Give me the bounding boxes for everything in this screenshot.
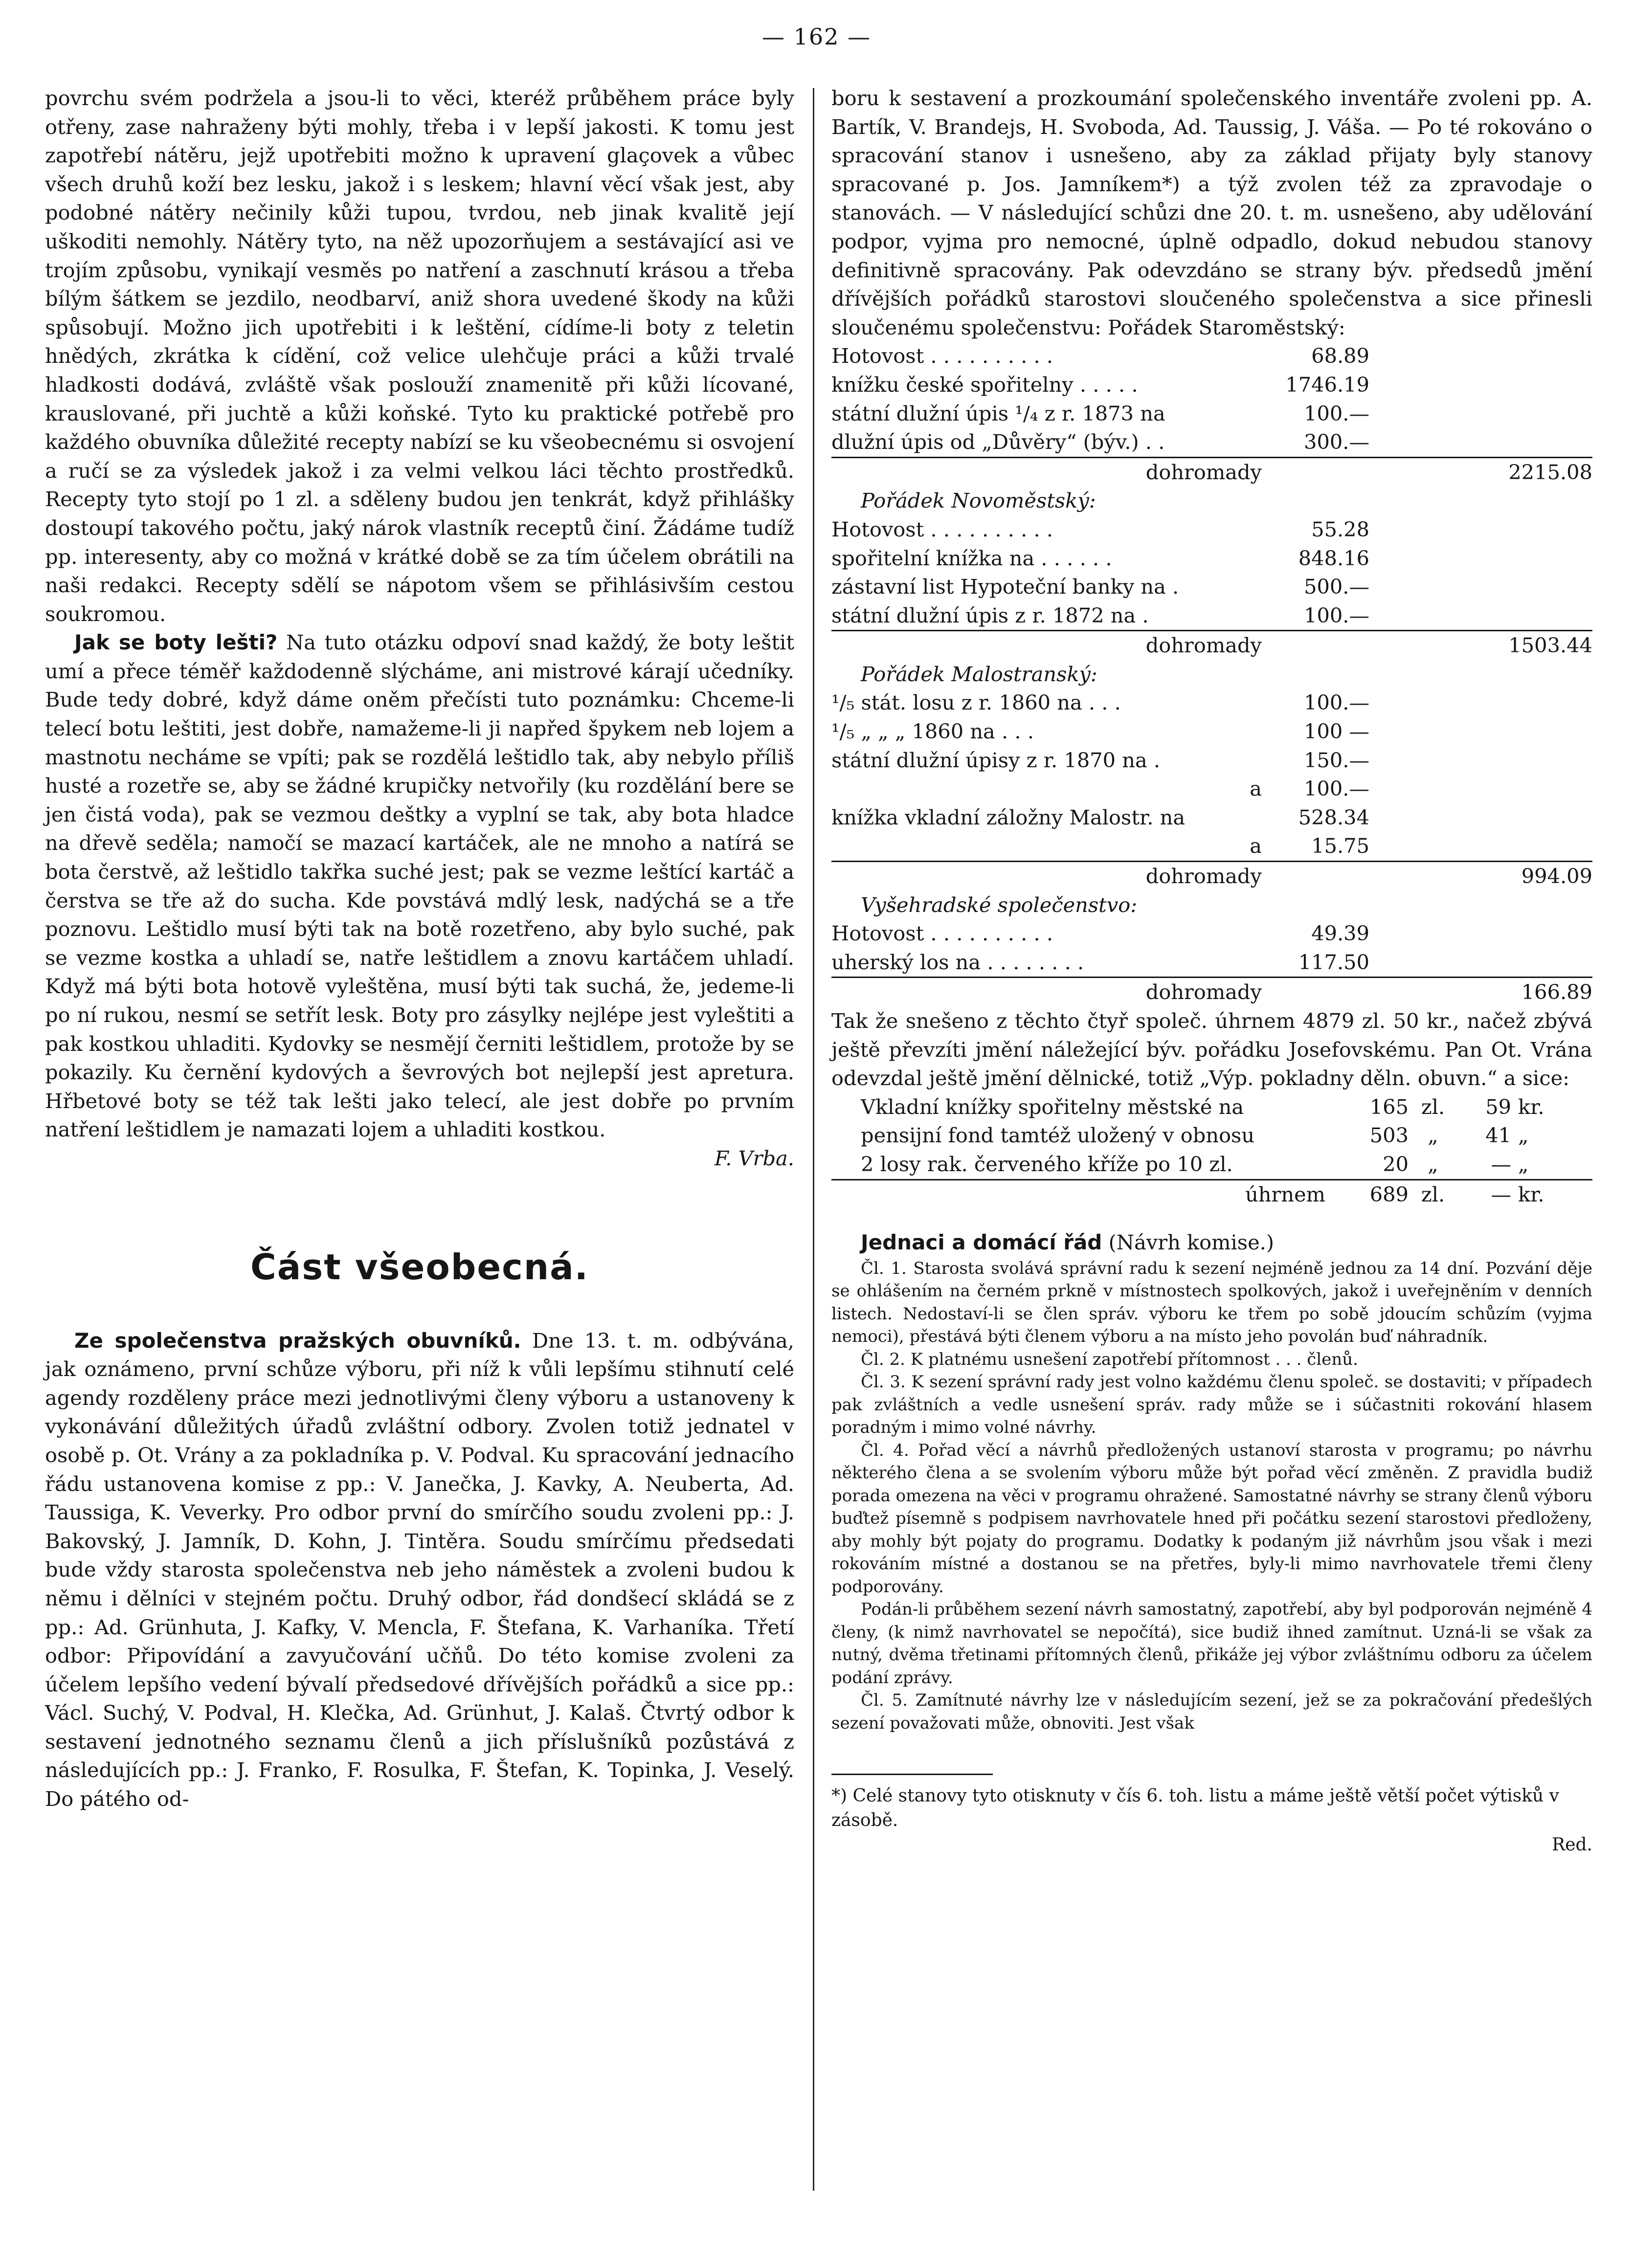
right-column bbox=[831, 84, 1592, 1857]
rules-article: Čl. 5. Zamítnuté návrhy lze v následujícím sezení, jež se za pokračování předešlých sezení považovati může, obnoviti. Jest však bbox=[831, 1690, 1592, 1733]
fund-row: pensijní fond tamtéž uložený v obnosu 503 „ 41 „ bbox=[861, 1123, 1529, 1148]
ledger-row: ¹/₅ stát. losu z r. 1860 na . . . 100.— bbox=[831, 690, 1369, 715]
footnote: *) Celé stanovy tyto otisknuty v čís 6. toh. listu a máme ještě větší počet výtisků v zásobě. bbox=[831, 1786, 1560, 1831]
fund-total-row: úhrnem 689 zl. — kr. bbox=[1245, 1182, 1544, 1206]
ledger-row: Hotovost . . . . . . . . . . 68.89 bbox=[831, 344, 1369, 368]
ledger-novomestsky bbox=[831, 487, 1592, 660]
rules-article: Čl. 2. K platnému usnešení zapotřebí přítomnost . . . členů. bbox=[861, 1349, 1358, 1369]
left-column bbox=[45, 84, 794, 1814]
article-heading: Jak se boty lešti? bbox=[74, 630, 278, 655]
ledger-row: knížku české spořitelny . . . . . 1746.19 bbox=[831, 372, 1369, 397]
ledger-total-row: dohromady 1503.44 bbox=[831, 630, 1592, 660]
ledger-vysehradske bbox=[831, 891, 1592, 1007]
ledger-heading: Vyšehradské společenstvo: bbox=[861, 892, 1138, 917]
ledger-row: státní dlužní úpis ¹/₄ z r. 1873 na 100.— bbox=[831, 401, 1369, 425]
ledger-row: státní dlužní úpis z r. 1872 na . 100.— bbox=[831, 603, 1369, 627]
article-heading: Ze společenstva pražských obuvníků. bbox=[74, 1328, 521, 1353]
article-body: Na tuto otázku odpoví snad každý, že boty leštit umí a přece téměř každodenně slýcháme, ani mistrové kárají učedníky. Bude tedy dobré, když dáme oněm přečísti tuto poznámku: Chceme-li telecí botu leštiti, jest dobře, namažeme-li ji napřed špykem neb lojem a mastnotu necháme se vpíti; pak se rozdělá leštidlo tak, aby nebylo příliš husté a rozetře se, aby se žádné krupičky netvořily (ku rozdělání bere se jen čistá voda), pak se vezmou deštky a vyplní se tak, aby bota hladce na dřevě seděla; namočí se mazací kartáček, ale ne mnoho a natírá se bota čerstvě, až leštidlo takřka suché jest; pak se vezme leštící kartáč a čerstva se tře až do sucha. Kde povstává mdlý lesk, nadýchá se a tře poznovu. Leštidlo musí býti tak na botě rozetřeno, aby bylo suché, pak se vezme kostka a uhladí se, natře leštidlem a znovu kartáčem uhladí. Když má býti bota hotově vyleštěna, musí býti tak suchá, že, jedeme-li po ní rukou, nesmí se setřít lesk. Boty pro zásylky nejlépe jest vyleštiti a pak kostkou uhladiti. Kydovky se nesmějí černiti leštidlem, protože by se pokazily. Ku černění kydových a ševrových bot nejlepší jest apretura. Hřbetové boty se též tak lešti jako telecí, ale jest dobře po prvním natření leštidlem je namazati lojem a uhladiti kostkou. bbox=[45, 630, 795, 1142]
footnote-divider bbox=[831, 1774, 993, 1775]
article-guild-report bbox=[45, 1327, 794, 1814]
page-number: — 162 — bbox=[761, 23, 872, 50]
article-shoe-polish-intro: povrchu svém podržela a jsou-li to věci, kteréž průběhem práce byly otřeny, zase nahraženy býti mohly, třeba i v lepší jakosti. K tomu jest zapotřebí nátěru, jejž upotřebiti možno k upravení glaçovek a vůbec všech druhů koží bez lesku, jakož i s leskem; hlavní věcí však jest, aby podobné nátěry nečinily kůži tupou, tvrdou, neb jinak kvalitě její uškoditi nemohly. Nátěry tyto, na něž upozorňujem a sestávající asi ve trojím způsobu, vynikají vesměs po natření a zaschnutí krásou a třeba bílým šátkem se jezdilo, neodbarví, aniž shora uvedené škody na kůži spůsobují. Možno jich upotřebiti i k leštění, cídíme-li boty z teletin hnědých, zkrátka k cídění, což velice ulehčuje práci a kůži trvalé hladkosti dodává, zvláště však poslouží znamenitě při kůži lícované, krauslované, při juchtě a kůži koňské. Tyto ku praktické potřebě pro každého obuvníka důležité recepty nabízí se ku všeobecnému si osvojení a ručí se za výsledek jakož i za velmi velkou láci těchto prostředků. Recepty tyto stojí po 1 zl. a sděleny budou jen tenkrát, když přihlášky dostoupí takového počtu, jaký nárok vlastník receptů činí. Žádáme tudíž pp. interesenty, aby co možná v krátké době se za tím účelem obrátili na naši redakci. Recepty sdělí se nápotom všem se přihlásivším cestou soukromou. bbox=[45, 86, 794, 626]
ledger-row: a 100.— bbox=[1250, 777, 1369, 801]
footnote-signature: Red. bbox=[1552, 1835, 1592, 1855]
workers-fund-table bbox=[831, 1093, 1592, 1209]
ledger-row: dlužní úpis od „Důvěry“ (býv.) . . 300.— bbox=[831, 430, 1369, 454]
section-title: Část všeobecná. bbox=[250, 1246, 589, 1288]
column-divider bbox=[813, 88, 814, 2191]
ledger-row: Hotovost . . . . . . . . . . 55.28 bbox=[831, 517, 1369, 541]
ledger-row: Hotovost . . . . . . . . . . 49.39 bbox=[831, 921, 1369, 946]
ledger-row: ¹/₅ „ „ „ 1860 na . . . 100 — bbox=[831, 719, 1369, 744]
ledger-row: knížka vkladní záložny Malostr. na 528.34 bbox=[831, 805, 1369, 829]
ledger-total-row: dohromady 2215.08 bbox=[831, 457, 1592, 487]
rules-article: Podán-li průběhem sezení návrh samostatný, zapotřebí, aby byl podporován nejméně 4 členy, (k nimž navrhovatel se nepočítá), sice budiž ihned zamítnut. Uzná-li se však za nutný, dvěma třetinami přítomných členů, přikáže jej výbor zvláštnímu odboru za účelem podání zprávy. bbox=[831, 1600, 1592, 1688]
ledger-row: a 15.75 bbox=[1250, 834, 1369, 858]
article-how-to-polish bbox=[45, 628, 794, 1144]
ledger-total-row: dohromady 994.09 bbox=[831, 861, 1592, 891]
author-signature: F. Vrba. bbox=[714, 1146, 794, 1170]
ledger-row: státní dlužní úpisy z r. 1870 na . 150.— bbox=[831, 748, 1369, 772]
fund-row: 2 losy rak. červeného kříže po 10 zl. 20 „ — „ bbox=[831, 1150, 1592, 1180]
fund-row: Vkladní knížky spořitelny městské na 165 zl. 59 kr. bbox=[861, 1094, 1544, 1119]
rules-article: Čl. 4. Pořad věcí a návrhů předložených ustanoví starosta v programu; po návrhu některého člena a se svolením výboru může být pořad věcí změněn. Z pravidla budiž porada omezena na věci v programu ohražené. Samostatné návrhy se strany členů výboru buďtež písemně s podpisem navrhovatele hned při počátku sezení starostovi předloženy, aby mohly být pojaty do programu. Dodatky k podaným již návrhům jsou však i mezi rokováním místné a dostanou se na přetřes, byly-li mimo navrhovatele třemi členy podporovány. bbox=[831, 1440, 1592, 1597]
ledger-total-row: dohromady 166.89 bbox=[831, 977, 1592, 1007]
ledger-staromestsky bbox=[831, 342, 1592, 487]
ledger-row: zástavní list Hypoteční banky na . 500.— bbox=[831, 575, 1369, 599]
guild-assets-summary: Tak že snešeno z těchto čtyř společ. úhrnem 4879 zl. 50 kr., načež zbývá ještě převzíti jmění náležející býv. pořádku Josefovskému. Pan Ot. Vrána odevzdal ještě jmění dělnické, totiž „Výp. pokladny děln. obuvn.“ a sice: bbox=[831, 1009, 1592, 1090]
rules-heading: Jednaci a domácí řád (Návrh komise.) bbox=[861, 1230, 1275, 1255]
ledger-row: spořitelní knížka na . . . . . . 848.16 bbox=[831, 546, 1369, 570]
rules-article: Čl. 1. Starosta svolává správní radu k sezení nejméně jednou za 14 dní. Pozvání děje se ohlášením na černém prkně v místnostech spolkových, jakož i uveřejněním v denních listech. Nedostaví-li se člen správ. výboru ke třem po sobě jdoucím schůzím (vyjma nemoci), přestává býti členem výboru a na místo jeho povolán buď náhradník. bbox=[831, 1258, 1592, 1347]
ledger-heading: Pořádek Novoměstský: bbox=[861, 489, 1096, 513]
guild-report-continued: boru k sestavení a prozkoumání společenského inventáře zvoleni pp. A. Bartík, V. Brandejs, H. Svoboda, Ad. Taussig, J. Váša. — Po té rokováno o spracování stanov i usnešeno, aby za základ přijaty byly stanovy spracované p. Jos. Jamníkem*) a týž zvolen též za zpravodaje o stanovách. — V následující schůzi dne 20. t. m. usnešeno, aby udělování podpor, vyjma pro nemocné, úplně odpadlo, dokud nebudou stanovy definitivně spracovány. Pak odevzdáno se strany býv. předsedů jmění dřívějších pořádků starostovi sloučeného společenstva a sice přinesli sloučenému společenstvu: Pořádek Staroměstský: bbox=[831, 86, 1592, 339]
ledger-heading: Pořádek Malostranský: bbox=[861, 662, 1097, 686]
ledger-row: uherský los na . . . . . . . . 117.50 bbox=[831, 950, 1369, 974]
rules-article: Čl. 3. K sezení správní rady jest volno každému členu společ. se dostaviti; v případech pak zvláštních a vedle usnešení správ. rady může se i súčastniti rokování hlasem poradným i mimo volné návrhy. bbox=[831, 1372, 1592, 1438]
ledger-malostransky bbox=[831, 660, 1592, 891]
article-body: Dne 13. t. m. odbývána, jak oznámeno, první schůze výboru, při níž k vůli lepšímu stihnutí celé agendy rozděleny práce mezi jednotlivými členy výboru a ustanoveny k vykonávání důležitých úřadů zvláštní odbory. Zvolen totiž jednatel v osobě p. Ot. Vrány a za pokladníka p. V. Podval. Ku spracování jednacího řádu ustanovena komise z pp.: V. Janečka, J. Kavky, A. Neuberta, Ad. Taussiga, K. Veverky. Pro odbor první do smírčího soudu zvoleni pp.: J. Bakovský, J. Jamník, D. Kohn, J. Tintěra. Soudu smírčímu předsedati bude vždy starosta společenstva neb jeho náměstek a zvoleni budou k němu i dělníci v stejném počtu. Druhý odbor, řád dondšecí skládá se z pp.: Ad. Grünhuta, J. Kafky, V. Mencla, F. Štefana, K. Varhaníka. Třetí odbor: Připovídání a zavyučování učňů. Do této komise zvoleni za účelem lepšího vedení bývalí předsedové dřívějších pořádků a sice pp.: Václ. Suchý, V. Podval, H. Klečka, Ad. Grünhut, J. Kalaš. Čtvrtý odbor k sestavení jednotného seznamu členů a jich příslušníků pozůstává z následujících pp.: J. Franko, F. Rosulka, F. Štefan, K. Topinka, J. Veselý. Do pátého od- bbox=[45, 1328, 794, 1811]
